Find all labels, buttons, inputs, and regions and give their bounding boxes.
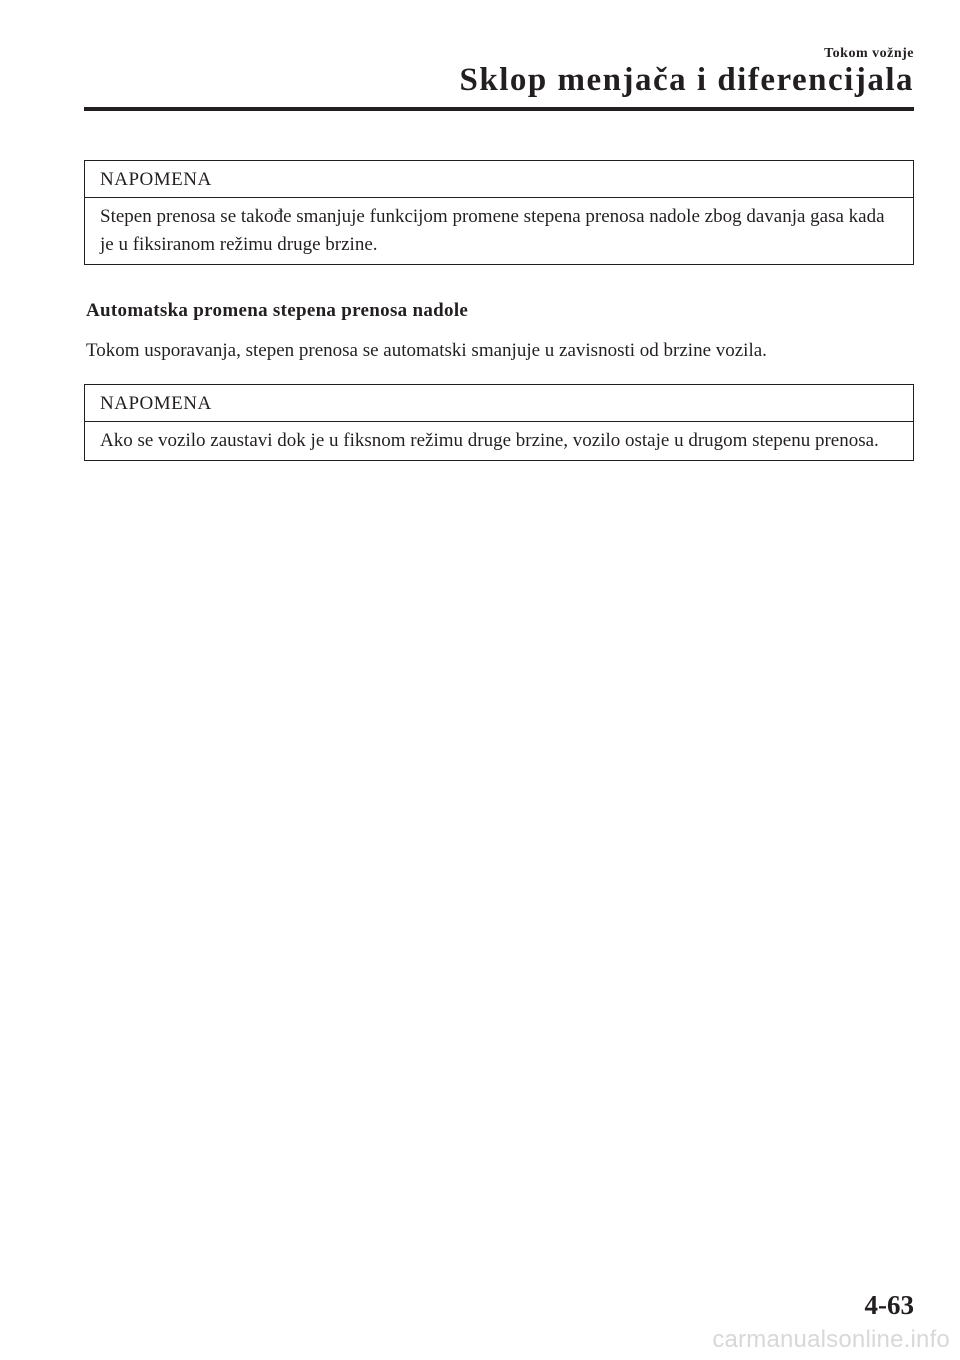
page-title: Sklop menjača i diferencijala <box>459 62 914 98</box>
body-paragraph: Tokom usporavanja, stepen prenosa se automatski smanjuje u zavisnosti od brzine vozila. <box>86 340 767 361</box>
note-body: Stepen prenosa se takođe smanjuje funkcijom promene stepena prenosa nadole zbog davanja gasa kada je u fiksiranom režimu druge brzine. <box>100 206 885 255</box>
running-header-section: Tokom vožnje <box>824 46 914 61</box>
header-divider <box>84 107 914 111</box>
note-box <box>84 384 914 461</box>
note-title: NAPOMENA <box>85 385 913 422</box>
watermark: carmanualsonline.info <box>712 1326 950 1353</box>
page-number: 4-63 <box>864 1290 914 1320</box>
section-heading: Automatska promena stepena prenosa nadole <box>86 300 469 321</box>
note-box <box>84 160 914 265</box>
note-title: NAPOMENA <box>85 161 913 198</box>
note-body: Ako se vozilo zaustavi dok je u fiksnom režimu druge brzine, vozilo ostaje u drugom stepenu prenosa. <box>100 430 879 451</box>
